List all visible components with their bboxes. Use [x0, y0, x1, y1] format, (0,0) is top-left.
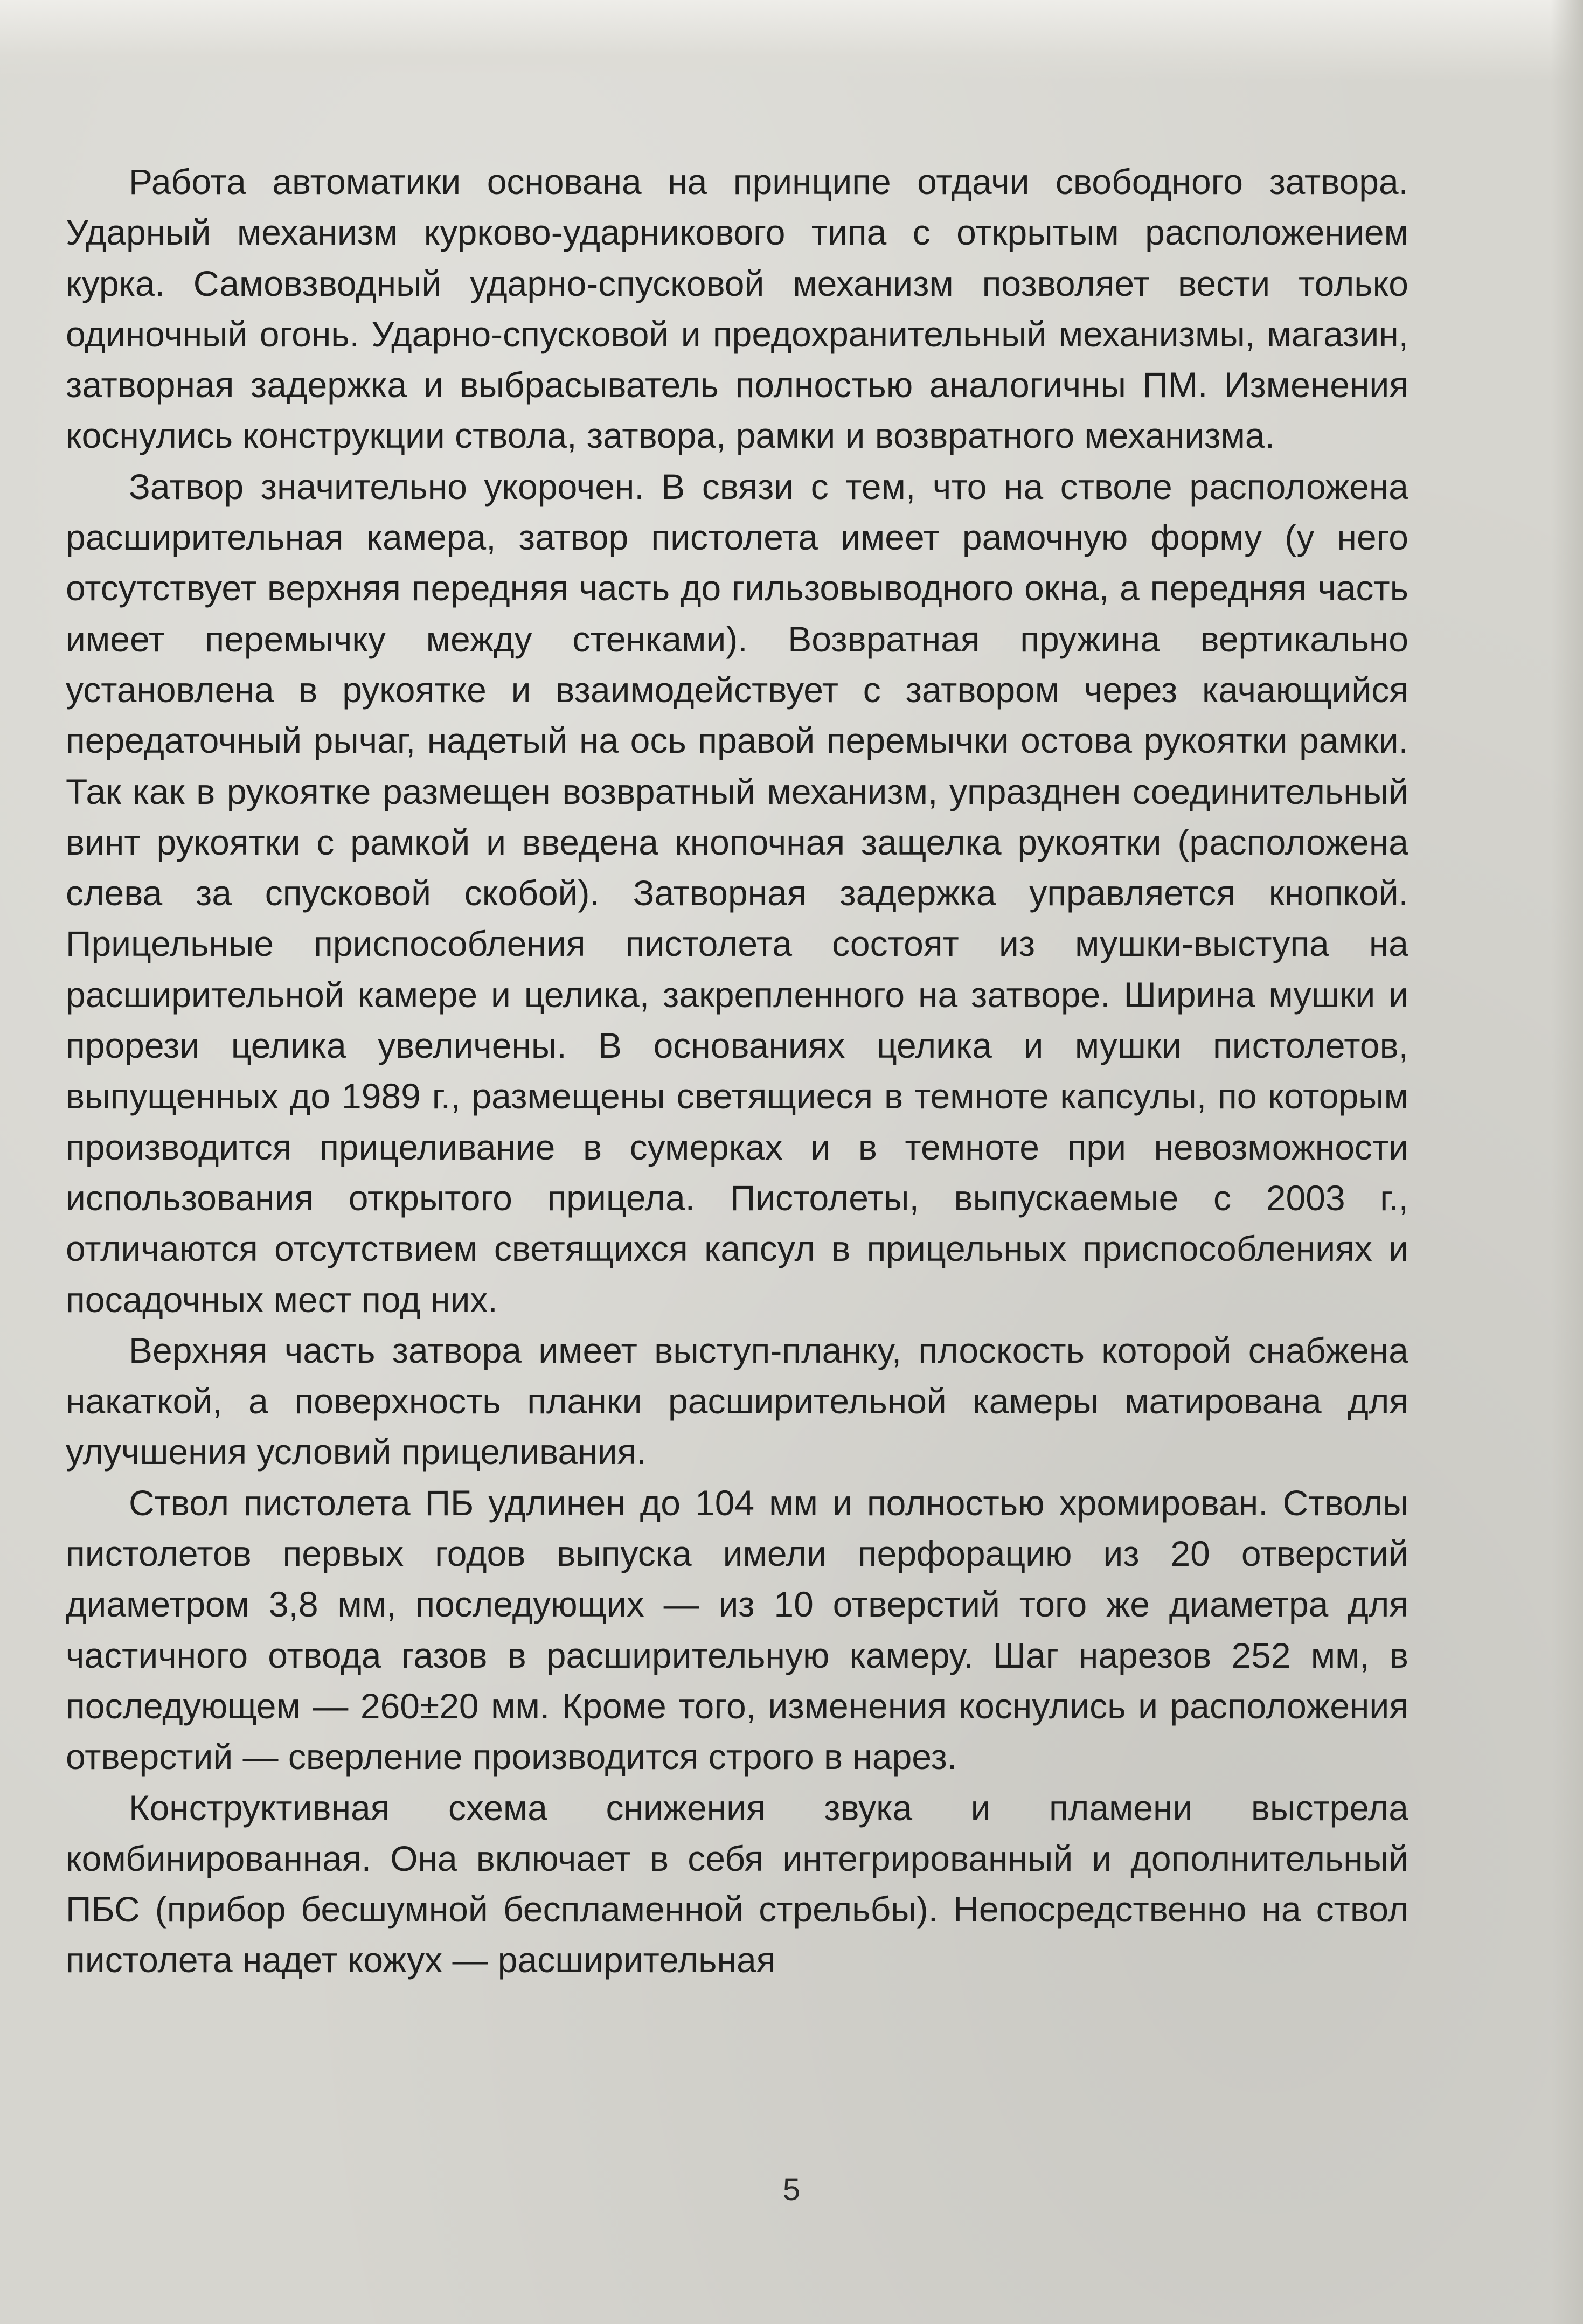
paragraph-slide: Затвор значительно укорочен. В связи с тем, что на стволе расположена расширительная камера, затвор пистолета имеет рамочную форму (у него отсутствует верхняя передняя часть до гильзовыводного окна, а передняя часть имеет перемычку между стенками). Возвратная пружина вертикально установлена в рукоятке и взаимодействует с затвором через качающийся передаточный рычаг, надетый на ось правой перемычки остова рукоятки рамки. Так как в рукоятке размещен возвратный механизм, упразднен соединительный винт рукоятки с рамкой и введена кнопочная защелка рукоятки (расположена слева за спусковой скобой). Затворная задержка управляется кнопкой. Прицельные приспособления пистолета состоят из мушки-выступа на расширительной камере и целика, закрепленного на затворе. Ширина мушки и прорези целика увеличены. В основаниях целика и мушки пистолетов, выпущенных до 1989 г., размещены светящиеся в темноте капсулы, по которым производится прицеливание в сумерках и в темноте при невозможности использования открытого прицела. Пистолеты, выпускаемые с 2003 г., отличаются отсутствием светящихся капсул в прицельных приспособлениях и посадочных мест под них. — [66, 466, 1408, 1320]
page-top-edge — [0, 0, 1583, 81]
page-right-edge — [1551, 0, 1583, 2324]
paragraph-automation: Работа автоматики основана на принципе отдачи свободного затвора. Ударный механизм курково-ударникового типа с открытым расположением курка. Самовзводный ударно-спусковой механизм позволяет вести только одиночный огонь. Ударно-спусковой и предохранительный механизмы, магазин, затворная задержка и выбрасыватель полностью аналогичны ПМ. Изменения коснулись конструкции ствола, затвора, рамки и возвратного механизма. — [66, 162, 1408, 456]
paragraph-barrel: Ствол пистолета ПБ удлинен до 104 мм и полностью хромирован. Стволы пистолетов первых годов выпуска имели перфорацию из 20 отверстий диаметром 3,8 мм, последующих — из 10 отверстий того же диаметра для частичного отвода газов в расширительную камеру. Шаг нарезов 252 мм, в последующем — 260±20 мм. Кроме того, изменения коснулись и расположения отверстий — сверление производится строго в нарез. — [66, 1482, 1408, 1777]
page-number: 5 — [782, 2172, 801, 2207]
body-text — [66, 156, 1408, 1986]
paragraph-suppressor: Конструктивная схема снижения звука и пламени выстрела комбинированная. Она включает в себя интегрированный и дополнительный ПБС (прибор бесшумной беспламенной стрельбы). Непосредственно на ствол пистолета надет кожух — расширительная — [66, 1787, 1408, 1980]
paragraph-slide-top: Верхняя часть затвора имеет выступ-планку, плоскость которой снабжена накаткой, а поверхность планки расширительной камеры матирована для улучшения условий прицеливания. — [66, 1330, 1408, 1472]
